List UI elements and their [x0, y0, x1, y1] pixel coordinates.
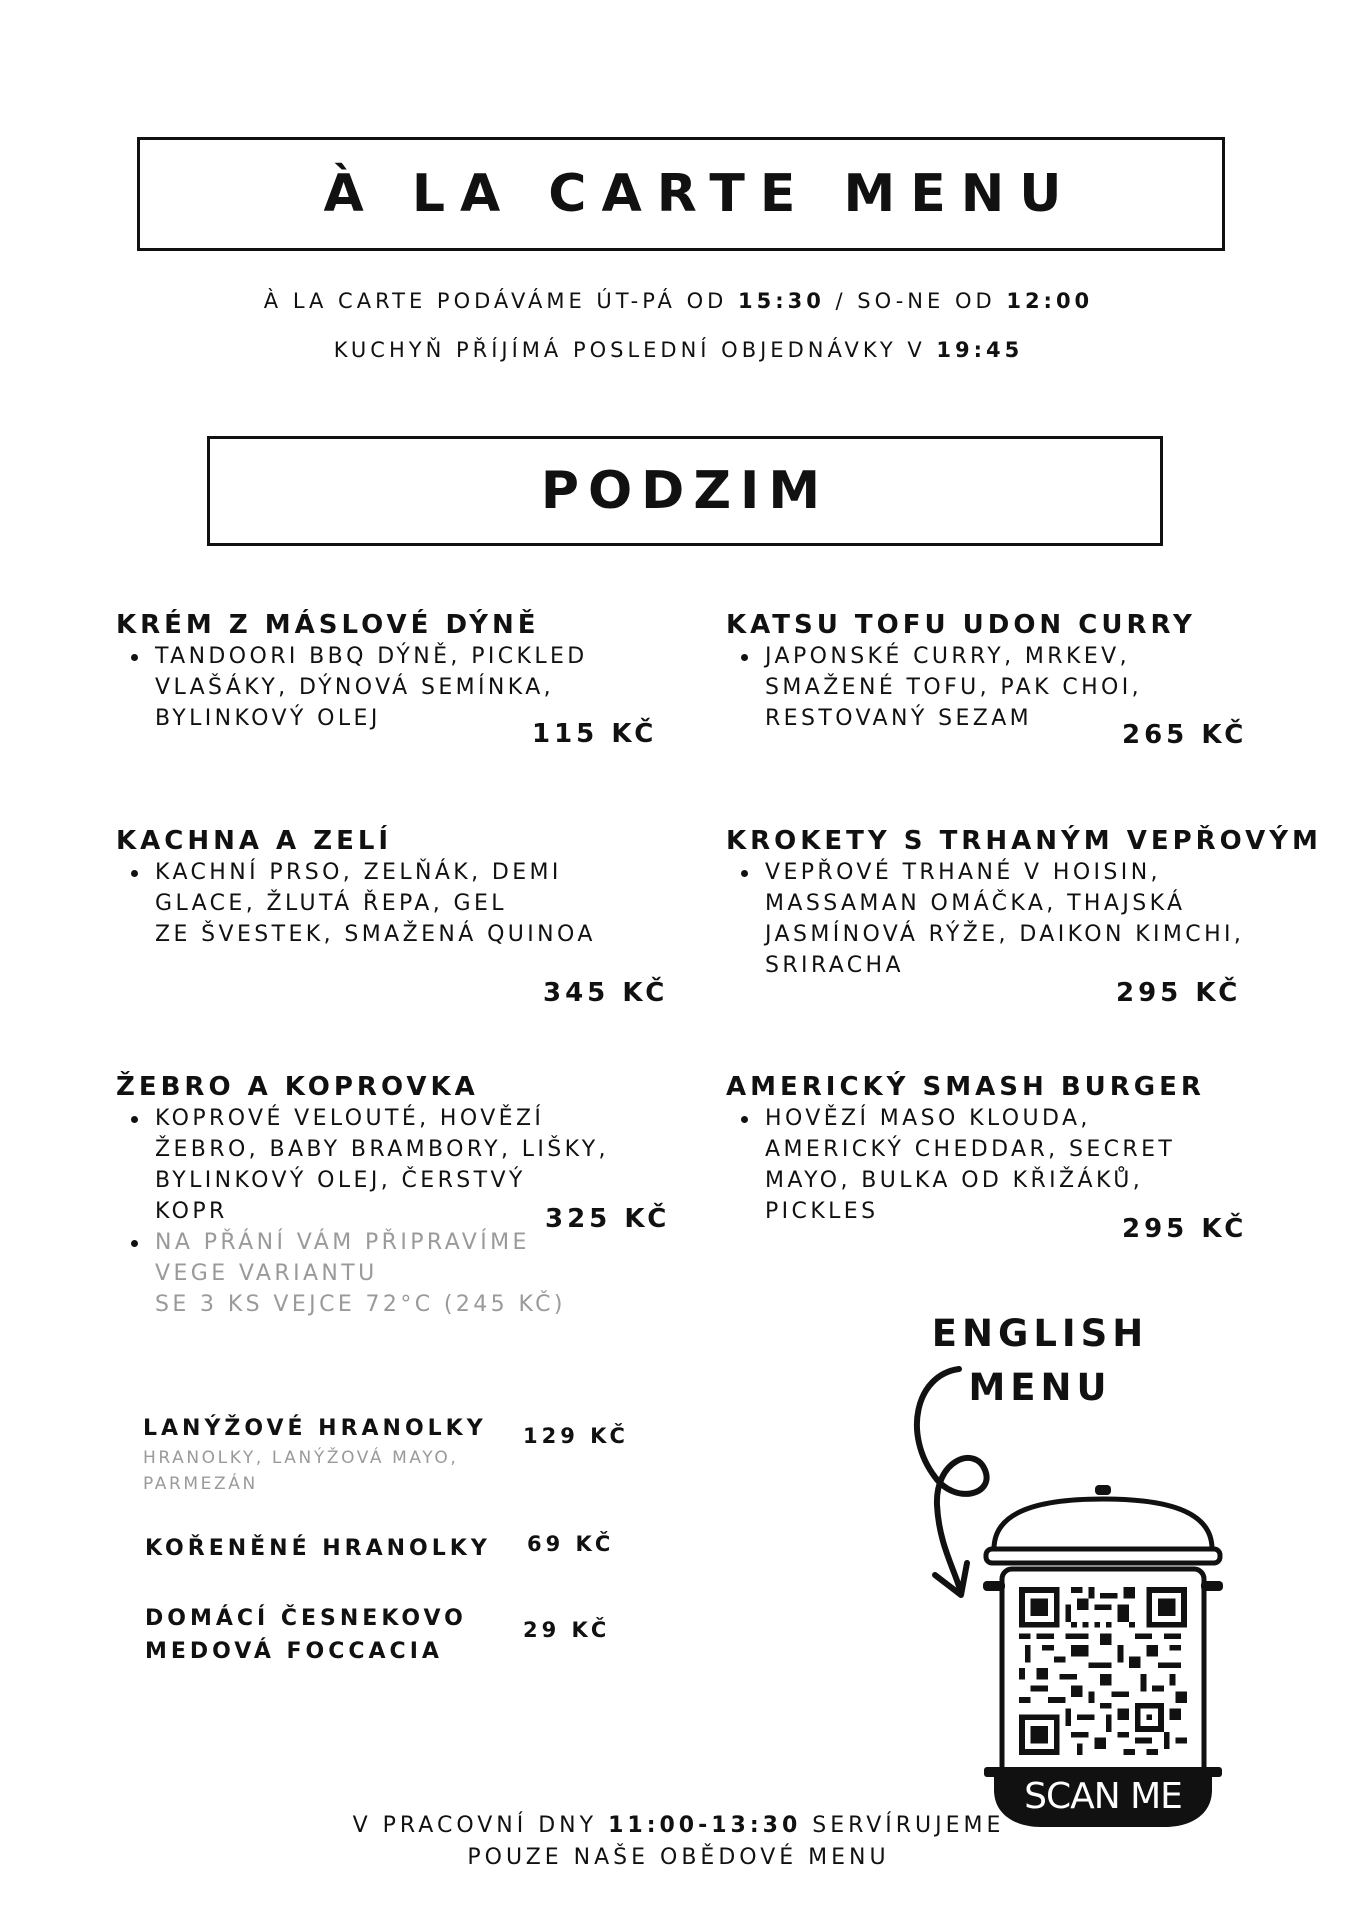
dish-description — [726, 1103, 1346, 1227]
lunch-hours-prefix: V PRACOVNÍ DNY — [352, 1813, 609, 1838]
side-price: 129 KČ — [523, 1424, 629, 1448]
dish-price: 265 KČ — [1122, 720, 1248, 750]
english-menu-heading: ENGLISH MENU — [931, 1312, 1149, 1409]
dish-ingredients: KACHNÍ PRSO, ZELŇÁK, DEMI GLACE, ŽLUTÁ ŘEPA, GEL ZE ŠVESTEK, SMAŽENÁ QUINOA — [116, 857, 736, 950]
dish-name: KRÉM Z MÁSLOVÉ DÝNĚ — [116, 610, 540, 640]
side-item — [145, 1602, 467, 1668]
dish-name: ŽEBRO A KOPROVKA — [116, 1072, 479, 1102]
dish-item — [726, 1071, 1346, 1227]
last-order-time: 19:45 — [936, 338, 1024, 362]
dish-name: KROKETY S TRHANÝM VEPŘOVÝM — [726, 826, 1322, 856]
dish-description — [726, 857, 1346, 981]
scan-me-label: SCAN ME — [1024, 1776, 1182, 1817]
section-title: PODZIM — [540, 461, 830, 521]
dish-item — [116, 1071, 736, 1320]
title-box — [137, 137, 1225, 251]
serving-hours-text: À LA CARTE PODÁVÁME ÚT-PÁ OD — [263, 289, 738, 313]
dish-item — [726, 825, 1346, 981]
weekend-start-time: 12:00 — [1006, 289, 1094, 313]
dish-name: AMERICKÝ SMASH BURGER — [726, 1072, 1205, 1102]
dish-item — [116, 825, 736, 950]
dish-price: 115 KČ — [532, 719, 658, 749]
dish-item — [116, 609, 736, 734]
lunch-hours-line — [0, 1810, 1357, 1842]
dish-ingredients: VEPŘOVÉ TRHANÉ V HOISIN, MASSAMAN OMÁČKA, THAJSKÁ JASMÍNOVÁ RÝŽE, DAIKON KIMCHI, SRIRACHA — [726, 857, 1346, 981]
dish-ingredients: HOVĚZÍ MASO KLOUDA, AMERICKÝ CHEDDAR, SECRET MAYO, BULKA OD KŘIŽÁKŮ, PICKLES — [726, 1103, 1346, 1227]
last-order-text: KUCHYŇ PŘÍJÍMÁ POSLEDNÍ OBJEDNÁVKY V — [333, 338, 937, 362]
side-price: 29 KČ — [523, 1618, 611, 1642]
dish-description — [726, 641, 1346, 734]
side-name: DOMÁCÍ ČESNEKOVO MEDOVÁ FOCCACIA — [145, 1606, 467, 1664]
dish-description — [116, 857, 736, 950]
dish-price: 345 KČ — [543, 978, 669, 1008]
serving-hours — [0, 289, 1357, 313]
side-item — [143, 1412, 503, 1497]
side-name: KOŘENĚNÉ HRANOLKY — [145, 1536, 491, 1561]
weekday-start-time: 15:30 — [737, 289, 825, 313]
side-price: 69 KČ — [527, 1532, 615, 1556]
dish-name: KACHNA A ZELÍ — [116, 826, 393, 856]
dish-price: 295 KČ — [1116, 978, 1242, 1008]
dish-price: 295 KČ — [1122, 1214, 1248, 1244]
dish-ingredients: TANDOORI BBQ DÝNĚ, PICKLED VLAŠÁKY, DÝNOVÁ SEMÍNKA, BYLINKOVÝ OLEJ — [116, 641, 736, 734]
serving-hours-text-2: / SO-NE OD — [824, 289, 1007, 313]
vegetarian-option-note: NA PŘÁNÍ VÁM PŘIPRAVÍME VEGE VARIANTU SE 3 KS VEJCE 72°C (245 KČ) — [116, 1227, 736, 1320]
lunch-hours-note — [0, 1810, 1357, 1874]
last-order-info — [0, 338, 1357, 362]
dish-ingredients: JAPONSKÉ CURRY, MRKEV, SMAŽENÉ TOFU, PAK CHOI, RESTOVANÝ SEZAM — [726, 641, 1346, 734]
side-name: LANÝŽOVÉ HRANOLKY — [143, 1416, 487, 1441]
dish-ingredients: KOPROVÉ VELOUTÉ, HOVĚZÍ ŽEBRO, BABY BRAMBORY, LIŠKY, BYLINKOVÝ OLEJ, ČERSTVÝ KOPR — [116, 1103, 736, 1227]
qr-scan-box[interactable] — [980, 1485, 1226, 1830]
dish-price: 325 KČ — [545, 1204, 671, 1234]
lunch-hours-time: 11:00-13:30 — [608, 1813, 802, 1838]
qr-code-icon — [1019, 1587, 1187, 1755]
section-box — [207, 436, 1163, 546]
side-item — [145, 1532, 491, 1565]
side-description: HRANOLKY, LANÝŽOVÁ MAYO, PARMEZÁN — [143, 1448, 459, 1494]
menu-title: À LA CARTE MENU — [323, 164, 1077, 224]
dish-name: KATSU TOFU UDON CURRY — [726, 610, 1196, 640]
dish-item — [726, 609, 1346, 734]
lunch-hours-suffix: SERVÍRUJEME — [801, 1813, 1005, 1838]
lunch-menu-line: POUZE NAŠE OBĚDOVÉ MENU — [467, 1845, 890, 1870]
